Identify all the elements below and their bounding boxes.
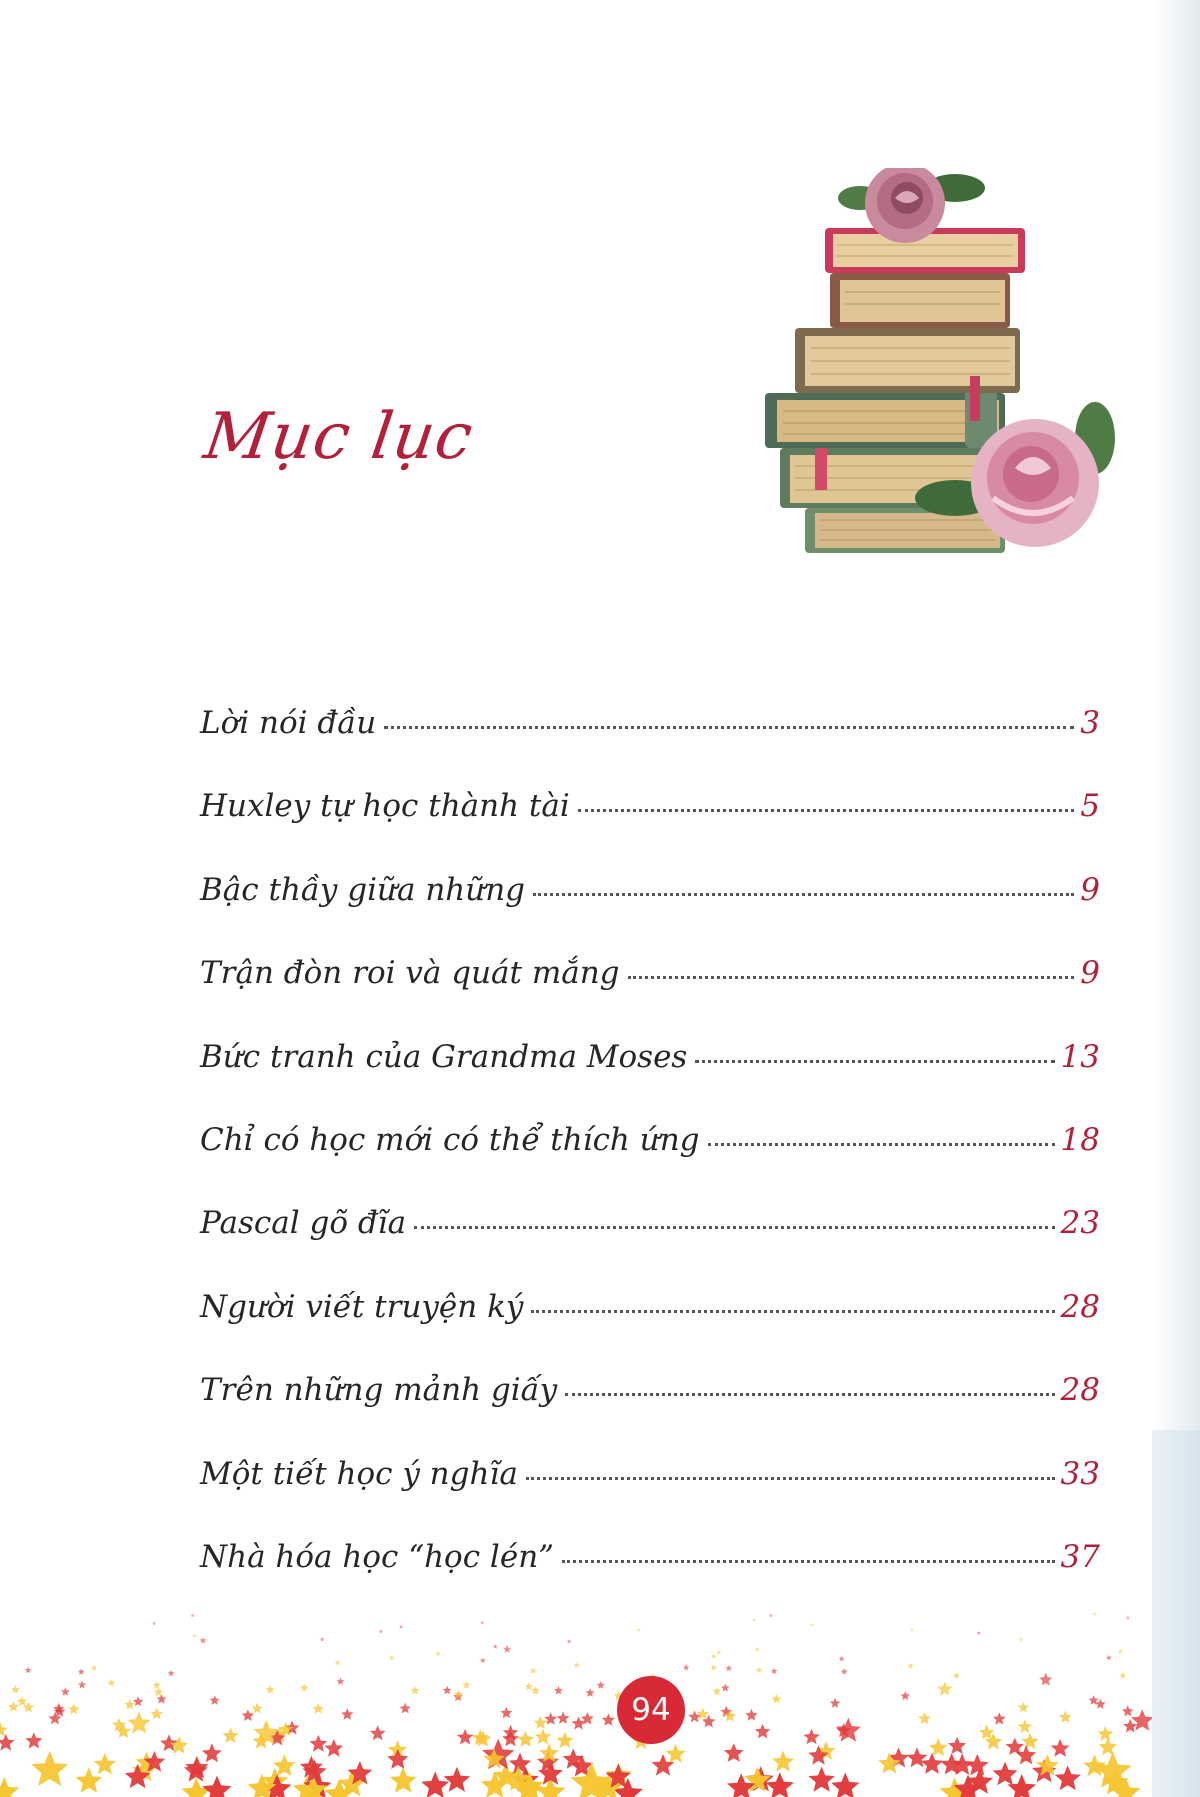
star-icon xyxy=(1018,1719,1032,1733)
star-icon xyxy=(503,1645,511,1653)
toc-leader-dots xyxy=(695,1060,1054,1063)
star-icon xyxy=(771,1668,778,1674)
books-roses-illustration xyxy=(765,168,1137,588)
star-icon xyxy=(202,1743,222,1762)
star-icon xyxy=(977,1631,981,1635)
table-of-contents xyxy=(200,705,1100,1622)
star-icon xyxy=(11,1685,20,1693)
toc-entry xyxy=(200,1372,1100,1455)
toc-leader-dots xyxy=(533,893,1074,896)
star-icon xyxy=(387,1749,408,1769)
star-icon xyxy=(91,1664,97,1670)
star-icon xyxy=(1119,1672,1126,1679)
star-icon xyxy=(803,1729,819,1745)
star-icon xyxy=(435,1651,440,1656)
star-icon xyxy=(94,1753,117,1774)
star-icon xyxy=(25,1732,42,1748)
star-icon xyxy=(597,1681,605,1689)
star-icon xyxy=(711,1653,717,1658)
star-icon xyxy=(908,1663,914,1669)
star-icon xyxy=(399,1625,403,1629)
star-icon xyxy=(910,1628,914,1632)
star-icon xyxy=(500,1707,512,1719)
toc-heading: Mục lục xyxy=(199,400,478,474)
toc-entry-page: 28 xyxy=(1060,1372,1100,1409)
star-icon xyxy=(68,1703,80,1714)
star-icon xyxy=(300,1683,309,1691)
star-icon xyxy=(810,1623,814,1627)
star-icon xyxy=(400,1703,411,1714)
star-icon xyxy=(1059,1711,1072,1723)
star-icon xyxy=(993,1712,1006,1724)
star-icon xyxy=(200,1637,207,1644)
star-icon xyxy=(1007,1774,1036,1797)
toc-entry-page: 18 xyxy=(1060,1121,1100,1158)
star-icon xyxy=(502,1730,519,1746)
star-icon xyxy=(17,1696,27,1706)
star-icon xyxy=(335,1660,341,1666)
star-icon xyxy=(953,1672,960,1679)
star-icon xyxy=(724,1743,744,1762)
star-icon xyxy=(0,1777,19,1797)
toc-entry-page: 9 xyxy=(1080,955,1100,992)
star-icon xyxy=(772,1694,782,1704)
toc-entry-page: 13 xyxy=(1060,1038,1100,1075)
star-icon xyxy=(721,1684,730,1692)
star-icon xyxy=(755,1647,760,1652)
star-icon xyxy=(1051,1739,1070,1757)
toc-entry xyxy=(200,1289,1100,1372)
star-icon xyxy=(517,1731,534,1747)
star-icon xyxy=(78,1668,85,1674)
star-icon xyxy=(170,1736,188,1753)
star-icon xyxy=(1097,1726,1113,1741)
star-icon xyxy=(1039,1673,1052,1686)
toc-entry-page: 9 xyxy=(1080,871,1100,908)
star-icon xyxy=(443,1686,452,1694)
star-icon xyxy=(312,1703,323,1714)
star-icon xyxy=(493,1644,498,1649)
toc-entry-title: Nhà hóa học “học lén” xyxy=(200,1538,555,1575)
star-icon xyxy=(133,1696,143,1706)
star-icon xyxy=(544,1712,557,1724)
star-icon xyxy=(157,1694,167,1704)
star-icon xyxy=(752,1618,756,1622)
star-icon xyxy=(937,1681,952,1696)
toc-leader-dots xyxy=(531,1310,1054,1313)
toc-entry xyxy=(200,1456,1100,1539)
star-icon xyxy=(8,1701,19,1712)
star-icon xyxy=(480,1658,486,1664)
star-icon xyxy=(389,1655,395,1660)
star-icon xyxy=(839,1656,845,1661)
star-icon xyxy=(480,1621,484,1625)
toc-entry-title: Pascal gõ đĩa xyxy=(200,1205,407,1242)
star-icon xyxy=(341,1708,353,1720)
star-icon xyxy=(525,1682,533,1690)
star-icon xyxy=(756,1667,763,1673)
toc-entry-title: Huxley tự học thành tài xyxy=(200,788,570,825)
toc-entry-title: Trên những mảnh giấy xyxy=(200,1372,558,1409)
star-icon xyxy=(993,1762,1018,1786)
star-icon xyxy=(421,1772,449,1797)
star-icon xyxy=(202,1776,231,1797)
star-icon xyxy=(1126,1616,1130,1620)
star-icon xyxy=(1055,1765,1081,1790)
star-icon xyxy=(1118,1649,1123,1654)
page-edge-shadow-lower xyxy=(1152,1430,1200,1797)
star-icon xyxy=(0,1722,8,1736)
star-icon xyxy=(223,1728,239,1743)
toc-entry-title: Chỉ có học mới có thể thích ứng xyxy=(200,1121,700,1158)
toc-entry-page: 28 xyxy=(1060,1288,1100,1325)
star-icon xyxy=(128,1712,151,1734)
star-icon xyxy=(320,1637,325,1641)
toc-leader-dots xyxy=(565,1393,1054,1396)
star-icon xyxy=(901,1691,911,1700)
star-icon xyxy=(841,1668,848,1674)
toc-entry-page: 5 xyxy=(1080,788,1100,825)
star-icon xyxy=(711,1664,717,1670)
star-icon xyxy=(390,1767,417,1792)
star-icon xyxy=(918,1712,931,1724)
star-icon xyxy=(907,1747,928,1767)
star-icon xyxy=(168,1670,175,1677)
star-icon xyxy=(61,1687,70,1696)
star-icon xyxy=(78,1681,86,1689)
star-icon xyxy=(1131,1709,1152,1730)
star-icon xyxy=(567,1639,572,1643)
star-icon xyxy=(192,1634,196,1638)
star-icon xyxy=(755,1724,770,1739)
toc-entry-title: Trận đòn roi và quát mắng xyxy=(200,955,620,992)
star-icon xyxy=(713,1687,722,1696)
star-icon xyxy=(325,1739,344,1757)
star-icon xyxy=(1106,1655,1112,1660)
toc-leader-dots xyxy=(384,726,1074,729)
toc-entry xyxy=(200,1205,1100,1288)
star-icon xyxy=(242,1709,255,1721)
star-icon xyxy=(666,1744,686,1763)
toc-leader-dots xyxy=(414,1226,1054,1229)
star-icon xyxy=(535,1729,551,1745)
toc-entry-title: Bức tranh của Grandma Moses xyxy=(200,1038,688,1075)
toc-entry-page: 3 xyxy=(1080,705,1100,741)
toc-leader-dots xyxy=(708,1143,1055,1146)
star-icon xyxy=(0,1734,15,1751)
star-icon xyxy=(745,1709,758,1721)
page-number-badge: 94 xyxy=(617,1676,685,1744)
toc-entry-page: 37 xyxy=(1060,1538,1100,1575)
toc-entry-title: Một tiết học ý nghĩa xyxy=(200,1455,518,1492)
star-icon xyxy=(210,1695,220,1705)
star-icon xyxy=(252,1703,263,1714)
star-icon xyxy=(31,1751,68,1786)
star-icon xyxy=(76,1767,103,1792)
star-icon xyxy=(107,1679,115,1687)
star-icon xyxy=(808,1767,834,1792)
star-icon xyxy=(1083,1754,1106,1776)
star-icon xyxy=(462,1681,470,1689)
star-icon xyxy=(637,1628,641,1632)
star-icon xyxy=(1021,1733,1038,1750)
toc-entry xyxy=(200,705,1100,788)
star-icon xyxy=(574,1662,580,1668)
toc-entry xyxy=(200,1039,1100,1122)
star-icon xyxy=(830,1698,841,1708)
star-icon xyxy=(586,1688,595,1697)
star-icon xyxy=(379,1629,383,1633)
star-icon xyxy=(310,1735,328,1752)
star-icon xyxy=(457,1729,474,1745)
toc-entry-title: Lời nói đầu xyxy=(200,705,377,741)
star-icon xyxy=(769,1614,773,1618)
star-icon xyxy=(557,1712,570,1724)
star-icon xyxy=(411,1686,420,1694)
star-icon xyxy=(25,1667,32,1673)
toc-entry-title: Người viết truyện ký xyxy=(200,1288,524,1325)
star-icon xyxy=(1093,1612,1097,1616)
star-icon xyxy=(556,1732,573,1748)
toc-leader-dots xyxy=(562,1560,1055,1563)
toc-entry xyxy=(200,788,1100,871)
star-icon xyxy=(554,1686,563,1694)
star-icon xyxy=(152,1621,156,1625)
stars-decoration xyxy=(0,1600,1152,1797)
toc-leader-dots xyxy=(578,809,1074,812)
star-icon xyxy=(444,1767,471,1792)
toc-leader-dots xyxy=(628,976,1075,979)
star-icon xyxy=(337,1678,345,1685)
star-icon xyxy=(191,1614,195,1618)
star-icon xyxy=(948,1737,966,1754)
toc-entry xyxy=(200,1122,1100,1205)
star-icon xyxy=(697,1708,709,1720)
star-icon xyxy=(683,1664,689,1670)
star-icon xyxy=(726,1665,733,1671)
star-icon xyxy=(531,1686,540,1695)
star-icon xyxy=(266,1685,275,1693)
star-icon xyxy=(1019,1637,1024,1641)
star-icon xyxy=(716,1650,721,1655)
star-icon xyxy=(772,1751,794,1772)
toc-entry-page: 33 xyxy=(1060,1455,1100,1492)
star-icon xyxy=(370,1725,386,1740)
star-icon xyxy=(153,1681,161,1689)
star-icon xyxy=(151,1708,163,1720)
star-icon xyxy=(836,1718,861,1742)
star-icon xyxy=(1122,1705,1134,1716)
toc-entry-page: 23 xyxy=(1060,1205,1100,1242)
star-icon xyxy=(831,1773,859,1797)
star-icon xyxy=(530,1667,537,1673)
toc-leader-dots xyxy=(526,1477,1055,1480)
toc-entry xyxy=(200,872,1100,955)
toc-entry-title: Bậc thầy giữa những xyxy=(200,871,526,908)
toc-entry xyxy=(200,955,1100,1038)
star-icon xyxy=(602,1713,615,1726)
star-icon xyxy=(1018,1702,1029,1713)
